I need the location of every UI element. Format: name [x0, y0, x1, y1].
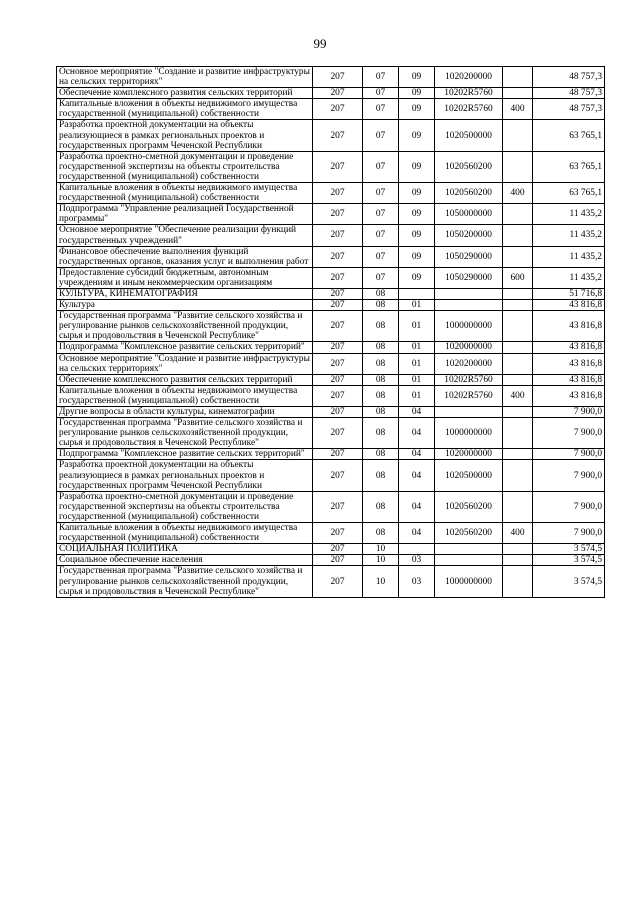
row-ved-cell: 207 [313, 67, 363, 88]
row-target-article-cell: 1000000000 [435, 418, 503, 449]
row-ved-cell: 207 [313, 418, 363, 449]
page-number: 99 [313, 36, 327, 51]
row-amount-cell: 11 435,2 [533, 225, 605, 246]
row-ved-cell: 207 [313, 120, 363, 151]
row-expense-type-cell [503, 300, 533, 311]
row-section-cell: 08 [363, 300, 399, 311]
row-subsection-cell: 09 [399, 204, 435, 225]
row-expense-type-cell [503, 151, 533, 182]
row-ved-cell: 207 [313, 246, 363, 267]
row-expense-type-cell [503, 491, 533, 522]
row-amount-cell: 43 816,8 [533, 342, 605, 353]
table-row [57, 566, 605, 597]
row-ved-cell: 207 [313, 99, 363, 120]
row-section-cell: 08 [363, 418, 399, 449]
row-name-cell: Государственная программа "Развитие сельского хозяйства и регулирование рынков сельскохозяйственной продукции, сырья и продовольствия в Чеченской Республике" [57, 566, 313, 597]
row-name-cell: Социальное обеспечение населения [57, 555, 313, 566]
row-expense-type-cell [503, 204, 533, 225]
row-section-cell: 10 [363, 544, 399, 555]
row-target-article-cell: 1050000000 [435, 204, 503, 225]
row-ved-cell: 207 [313, 523, 363, 544]
row-ved-cell: 207 [313, 544, 363, 555]
row-target-article-cell: 1020200000 [435, 353, 503, 374]
row-target-article-cell: 10202R5760 [435, 99, 503, 120]
table-row [57, 449, 605, 460]
row-name-cell: Основное мероприятие "Создание и развитие инфраструктуры на сельских территориях" [57, 67, 313, 88]
row-section-cell: 07 [363, 120, 399, 151]
row-expense-type-cell: 400 [503, 183, 533, 204]
row-target-article-cell: 10202R5760 [435, 374, 503, 385]
row-name-cell: Культура [57, 300, 313, 311]
row-target-article-cell: 1020500000 [435, 120, 503, 151]
row-expense-type-cell [503, 288, 533, 299]
table-row [57, 151, 605, 182]
row-name-cell: КУЛЬТУРА, КИНЕМАТОГРАФИЯ [57, 288, 313, 299]
row-expense-type-cell [503, 342, 533, 353]
row-subsection-cell: 09 [399, 151, 435, 182]
table-row [57, 67, 605, 88]
row-target-article-cell: 1020560200 [435, 523, 503, 544]
row-expense-type-cell: 600 [503, 267, 533, 288]
row-target-article-cell: 1050290000 [435, 246, 503, 267]
table-row [57, 407, 605, 418]
row-section-cell: 08 [363, 374, 399, 385]
row-section-cell: 10 [363, 566, 399, 597]
row-subsection-cell: 09 [399, 267, 435, 288]
row-name-cell: Капитальные вложения в объекты недвижимого имущества государственной (муниципальной) собственности [57, 99, 313, 120]
row-target-article-cell [435, 555, 503, 566]
table-row [57, 225, 605, 246]
row-section-cell: 08 [363, 353, 399, 374]
row-subsection-cell: 01 [399, 311, 435, 342]
table-row [57, 353, 605, 374]
row-expense-type-cell [503, 544, 533, 555]
row-amount-cell: 11 435,2 [533, 267, 605, 288]
table-row [57, 267, 605, 288]
row-section-cell: 07 [363, 99, 399, 120]
row-subsection-cell: 01 [399, 385, 435, 406]
row-expense-type-cell [503, 555, 533, 566]
row-amount-cell: 43 816,8 [533, 311, 605, 342]
row-amount-cell: 48 757,3 [533, 67, 605, 88]
row-target-article-cell: 1020560200 [435, 183, 503, 204]
row-name-cell: Разработка проектной документации на объекты реализующиеся в рамках региональных проектов и государственных программ Чеченской Республики [57, 120, 313, 151]
row-amount-cell: 51 716,8 [533, 288, 605, 299]
table-row [57, 555, 605, 566]
row-subsection-cell: 09 [399, 120, 435, 151]
row-amount-cell: 63 765,1 [533, 151, 605, 182]
row-subsection-cell [399, 544, 435, 555]
row-section-cell: 07 [363, 267, 399, 288]
row-name-cell: Обеспечение комплексного развития сельских территорий [57, 374, 313, 385]
row-section-cell: 07 [363, 246, 399, 267]
row-subsection-cell: 04 [399, 460, 435, 491]
row-section-cell: 08 [363, 385, 399, 406]
row-subsection-cell: 01 [399, 300, 435, 311]
row-section-cell: 08 [363, 523, 399, 544]
row-expense-type-cell [503, 460, 533, 491]
row-name-cell: Разработка проектно-сметной документации и проведение государственной экспертизы на объекты строительства государственной (муниципальной) собственности [57, 491, 313, 522]
row-expense-type-cell [503, 225, 533, 246]
row-amount-cell: 48 757,3 [533, 88, 605, 99]
table-row [57, 460, 605, 491]
row-section-cell: 08 [363, 407, 399, 418]
table-row [57, 204, 605, 225]
row-subsection-cell: 03 [399, 555, 435, 566]
row-section-cell: 07 [363, 183, 399, 204]
row-subsection-cell [399, 288, 435, 299]
row-amount-cell: 3 574,5 [533, 544, 605, 555]
row-target-article-cell: 1020200000 [435, 67, 503, 88]
row-amount-cell: 43 816,8 [533, 385, 605, 406]
row-expense-type-cell: 400 [503, 523, 533, 544]
row-name-cell: Обеспечение комплексного развития сельских территорий [57, 88, 313, 99]
row-expense-type-cell [503, 566, 533, 597]
row-subsection-cell: 09 [399, 88, 435, 99]
row-name-cell: Капитальные вложения в объекты недвижимого имущества государственной (муниципальной) собственности [57, 385, 313, 406]
row-name-cell: Предоставление субсидий бюджетным, автономным учреждениям и иным некоммерческим организациям [57, 267, 313, 288]
row-ved-cell: 207 [313, 385, 363, 406]
row-name-cell: Капитальные вложения в объекты недвижимого имущества государственной (муниципальной) собственности [57, 183, 313, 204]
row-target-article-cell: 10202R5760 [435, 88, 503, 99]
table-row [57, 300, 605, 311]
table-row [57, 246, 605, 267]
row-name-cell: Капитальные вложения в объекты недвижимого имущества государственной (муниципальной) собственности [57, 523, 313, 544]
row-name-cell: Государственная программа "Развитие сельского хозяйства и регулирование рынков сельскохозяйственной продукции, сырья и продовольствия в Чеченской Республике" [57, 311, 313, 342]
row-name-cell: Основное мероприятие "Создание и развитие инфраструктуры на сельских территориях" [57, 353, 313, 374]
row-ved-cell: 207 [313, 183, 363, 204]
row-ved-cell: 207 [313, 342, 363, 353]
row-target-article-cell: 1050200000 [435, 225, 503, 246]
row-target-article-cell [435, 407, 503, 418]
table-row [57, 523, 605, 544]
budget-table-body [57, 67, 605, 598]
table-row [57, 311, 605, 342]
table-row [57, 385, 605, 406]
row-target-article-cell: 1000000000 [435, 566, 503, 597]
row-expense-type-cell [503, 311, 533, 342]
row-expense-type-cell [503, 418, 533, 449]
table-row [57, 99, 605, 120]
row-section-cell: 07 [363, 225, 399, 246]
row-subsection-cell: 01 [399, 342, 435, 353]
row-subsection-cell: 09 [399, 246, 435, 267]
row-subsection-cell: 09 [399, 99, 435, 120]
row-expense-type-cell: 400 [503, 99, 533, 120]
row-amount-cell: 63 765,1 [533, 120, 605, 151]
table-row [57, 120, 605, 151]
row-ved-cell: 207 [313, 460, 363, 491]
row-amount-cell: 7 900,0 [533, 407, 605, 418]
row-name-cell: Подпрограмма "Управление реализацией Государственной программы" [57, 204, 313, 225]
row-subsection-cell: 04 [399, 523, 435, 544]
row-expense-type-cell [503, 67, 533, 88]
table-row [57, 342, 605, 353]
row-ved-cell: 207 [313, 288, 363, 299]
row-name-cell: Финансовое обеспечение выполнения функций государственных органов, оказания услуг и выполнения работ [57, 246, 313, 267]
row-name-cell: Другие вопросы в области культуры, кинематографии [57, 407, 313, 418]
row-target-article-cell: 10202R5760 [435, 385, 503, 406]
row-ved-cell: 207 [313, 225, 363, 246]
row-expense-type-cell [503, 407, 533, 418]
row-amount-cell: 3 574,5 [533, 566, 605, 597]
row-amount-cell: 43 816,8 [533, 374, 605, 385]
row-target-article-cell [435, 288, 503, 299]
row-expense-type-cell [503, 449, 533, 460]
row-ved-cell: 207 [313, 204, 363, 225]
row-amount-cell: 48 757,3 [533, 99, 605, 120]
row-ved-cell: 207 [313, 555, 363, 566]
row-subsection-cell: 09 [399, 183, 435, 204]
row-target-article-cell: 1020000000 [435, 342, 503, 353]
row-target-article-cell: 1000000000 [435, 311, 503, 342]
row-section-cell: 07 [363, 151, 399, 182]
row-section-cell: 07 [363, 88, 399, 99]
row-name-cell: Основное мероприятие "Обеспечение реализации функций государственных учреждений" [57, 225, 313, 246]
row-expense-type-cell [503, 120, 533, 151]
row-section-cell: 08 [363, 449, 399, 460]
row-subsection-cell: 04 [399, 407, 435, 418]
row-ved-cell: 207 [313, 449, 363, 460]
row-section-cell: 08 [363, 460, 399, 491]
table-row [57, 88, 605, 99]
row-amount-cell: 11 435,2 [533, 246, 605, 267]
row-ved-cell: 207 [313, 151, 363, 182]
table-row [57, 544, 605, 555]
row-name-cell: Подпрограмма "Комплексное развитие сельских территорий" [57, 342, 313, 353]
row-subsection-cell: 03 [399, 566, 435, 597]
row-subsection-cell: 09 [399, 225, 435, 246]
row-subsection-cell: 01 [399, 374, 435, 385]
row-section-cell: 07 [363, 204, 399, 225]
row-subsection-cell: 01 [399, 353, 435, 374]
row-target-article-cell: 1020000000 [435, 449, 503, 460]
row-name-cell: Государственная программа "Развитие сельского хозяйства и регулирование рынков сельскохозяйственной продукции, сырья и продовольствия в Чеченской Республике" [57, 418, 313, 449]
row-subsection-cell: 04 [399, 418, 435, 449]
row-expense-type-cell [503, 246, 533, 267]
row-name-cell: СОЦИАЛЬНАЯ ПОЛИТИКА [57, 544, 313, 555]
row-target-article-cell: 1020560200 [435, 151, 503, 182]
table-row [57, 418, 605, 449]
row-section-cell: 07 [363, 67, 399, 88]
row-target-article-cell [435, 544, 503, 555]
row-target-article-cell [435, 300, 503, 311]
row-expense-type-cell [503, 374, 533, 385]
row-subsection-cell: 04 [399, 449, 435, 460]
table-row [57, 288, 605, 299]
row-name-cell: Подпрограмма "Комплексное развитие сельских территорий" [57, 449, 313, 460]
row-ved-cell: 207 [313, 88, 363, 99]
table-row [57, 491, 605, 522]
row-ved-cell: 207 [313, 353, 363, 374]
table-row [57, 183, 605, 204]
row-expense-type-cell [503, 88, 533, 99]
table-row [57, 374, 605, 385]
budget-table [56, 66, 605, 598]
row-subsection-cell: 04 [399, 491, 435, 522]
row-ved-cell: 207 [313, 300, 363, 311]
row-name-cell: Разработка проектно-сметной документации и проведение государственной экспертизы на объекты строительства государственной (муниципальной) собственности [57, 151, 313, 182]
row-expense-type-cell [503, 353, 533, 374]
row-section-cell: 10 [363, 555, 399, 566]
row-subsection-cell: 09 [399, 67, 435, 88]
row-name-cell: Разработка проектной документации на объекты реализующиеся в рамках региональных проектов и государственных программ Чеченской Республики [57, 460, 313, 491]
row-expense-type-cell: 400 [503, 385, 533, 406]
row-section-cell: 08 [363, 491, 399, 522]
row-section-cell: 08 [363, 288, 399, 299]
row-amount-cell: 7 900,0 [533, 523, 605, 544]
row-amount-cell: 7 900,0 [533, 418, 605, 449]
row-ved-cell: 207 [313, 374, 363, 385]
row-amount-cell: 43 816,8 [533, 300, 605, 311]
row-amount-cell: 7 900,0 [533, 449, 605, 460]
row-section-cell: 08 [363, 342, 399, 353]
row-amount-cell: 7 900,0 [533, 491, 605, 522]
row-ved-cell: 207 [313, 407, 363, 418]
row-amount-cell: 63 765,1 [533, 183, 605, 204]
row-target-article-cell: 1020560200 [435, 491, 503, 522]
row-ved-cell: 207 [313, 491, 363, 522]
row-amount-cell: 43 816,8 [533, 353, 605, 374]
row-target-article-cell: 1020500000 [435, 460, 503, 491]
row-target-article-cell: 1050290000 [435, 267, 503, 288]
row-amount-cell: 11 435,2 [533, 204, 605, 225]
row-amount-cell: 7 900,0 [533, 460, 605, 491]
row-ved-cell: 207 [313, 566, 363, 597]
row-ved-cell: 207 [313, 267, 363, 288]
row-amount-cell: 3 574,5 [533, 555, 605, 566]
row-section-cell: 08 [363, 311, 399, 342]
row-ved-cell: 207 [313, 311, 363, 342]
